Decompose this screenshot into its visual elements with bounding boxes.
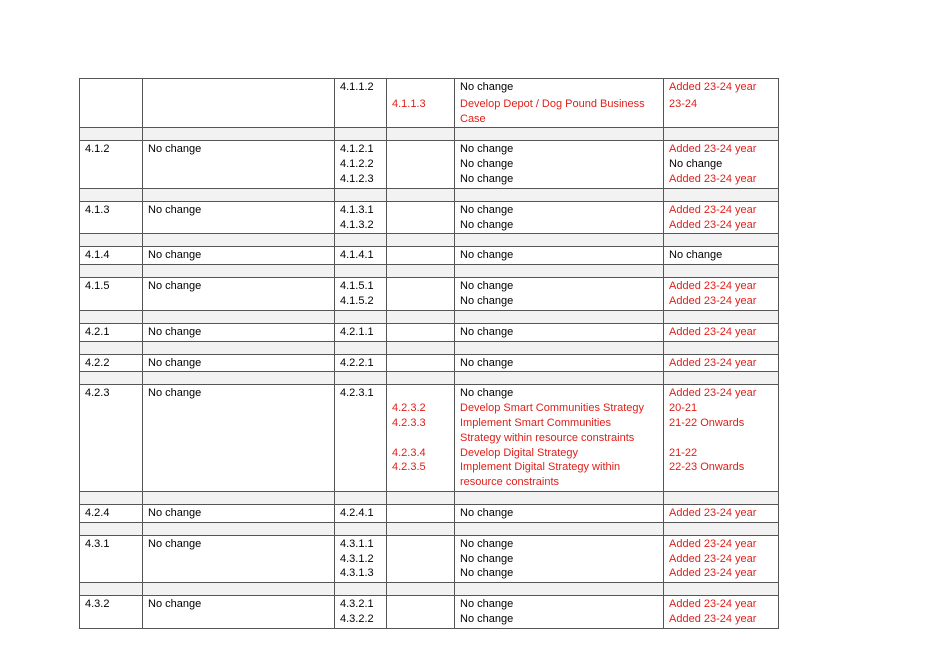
- action-status-line: 21-22: [669, 446, 698, 459]
- spacer-row: [80, 341, 779, 354]
- action-status-cell: [664, 96, 779, 128]
- table-row: [80, 96, 779, 128]
- action-status-line: Added 23-24 year: [669, 537, 757, 550]
- action-description-line: No change: [460, 506, 514, 519]
- action-description-line: Develop Depot / Dog Pound Business Case: [460, 97, 645, 125]
- spacer-cell: [80, 372, 143, 385]
- action-status-cell: [664, 141, 779, 188]
- action-code-line: 4.1.2.3: [340, 172, 374, 185]
- spacer-cell: [455, 128, 664, 141]
- strategy-change-text: No change: [148, 143, 202, 156]
- strategy-change-text: [148, 80, 329, 95]
- strategy-change-text: No change: [148, 325, 202, 338]
- strategy-change-text: No change: [148, 387, 202, 400]
- strategy-code-text: 4.1.2: [85, 143, 110, 156]
- spacer-cell: [455, 583, 664, 596]
- action-code-cell: [335, 323, 387, 341]
- action-code-line: 4.1.4.1: [340, 249, 374, 262]
- action-description-cell: [455, 354, 664, 372]
- action-status-cell: [664, 201, 779, 234]
- new-action-code-line: [392, 431, 449, 446]
- action-description-cell: [455, 79, 664, 96]
- spacer-cell: [455, 522, 664, 535]
- new-action-code-cell: [387, 596, 455, 629]
- table-row: [80, 354, 779, 372]
- strategy-change-text: [148, 97, 329, 112]
- action-code-line: [340, 97, 381, 112]
- new-action-code-line: [392, 537, 449, 552]
- new-action-code-cell: [387, 504, 455, 522]
- spacer-cell: [80, 265, 143, 278]
- action-code-line: 4.2.3.1: [340, 387, 374, 400]
- action-status-line: 22-23 Onwards: [669, 461, 745, 474]
- table-row: [80, 504, 779, 522]
- spacer-cell: [387, 491, 455, 504]
- table-row: [80, 385, 779, 492]
- action-status-line: Added 23-24 year: [669, 280, 757, 293]
- strategy-change-text: No change: [148, 598, 202, 611]
- action-code-cell: [335, 535, 387, 582]
- action-status-cell: [664, 535, 779, 582]
- strategy-code-text: 4.3.2: [85, 598, 110, 611]
- action-status-line: Added 23-24 year: [669, 387, 757, 400]
- new-action-code-line: [392, 325, 449, 340]
- action-code-line: 4.3.2.1: [340, 598, 374, 611]
- strategy-change-cell: [143, 323, 335, 341]
- strategy-change-cell: [143, 535, 335, 582]
- spacer-cell: [143, 188, 335, 201]
- new-action-code-line: 4.1.1.3: [392, 97, 426, 110]
- action-status-line: Added 23-24 year: [669, 612, 757, 625]
- spacer-cell: [664, 128, 779, 141]
- strategy-code-text: 4.2.3: [85, 387, 110, 400]
- action-description-cell: [455, 141, 664, 188]
- spacer-cell: [80, 341, 143, 354]
- strategy-code-cell: [80, 354, 143, 372]
- action-status-line: Added 23-24 year: [669, 506, 757, 519]
- new-action-code-cell: [387, 247, 455, 265]
- spacer-cell: [80, 234, 143, 247]
- strategy-change-text: No change: [148, 506, 202, 519]
- action-code-cell: [335, 278, 387, 311]
- action-description-line: No change: [460, 552, 514, 565]
- spacer-cell: [335, 188, 387, 201]
- new-action-code-cell: [387, 535, 455, 582]
- strategy-code-text: [85, 97, 137, 112]
- action-description-line: No change: [460, 387, 514, 400]
- new-action-code-line: [392, 80, 449, 95]
- strategy-change-cell: [143, 141, 335, 188]
- spacer-cell: [387, 265, 455, 278]
- strategy-change-cell: [143, 596, 335, 629]
- action-status-line: Added 23-24 year: [669, 218, 757, 231]
- spacer-cell: [80, 522, 143, 535]
- spacer-cell: [664, 234, 779, 247]
- strategy-code-cell: [80, 323, 143, 341]
- table-row: [80, 201, 779, 234]
- action-status-line: Added 23-24 year: [669, 143, 757, 156]
- spacer-cell: [80, 128, 143, 141]
- strategy-change-cell: [143, 278, 335, 311]
- action-status-line: Added 23-24 year: [669, 567, 757, 580]
- action-description-line: No change: [460, 537, 514, 550]
- new-action-code-line: [392, 279, 449, 294]
- spacer-cell: [387, 128, 455, 141]
- spacer-cell: [455, 372, 664, 385]
- action-code-cell: [335, 247, 387, 265]
- action-status-line: Added 23-24 year: [669, 172, 757, 185]
- spacer-cell: [80, 583, 143, 596]
- action-status-cell: [664, 354, 779, 372]
- strategy-change-text: No change: [148, 249, 202, 262]
- table-row: [80, 596, 779, 629]
- table-row: [80, 278, 779, 311]
- strategy-code-cell: [80, 535, 143, 582]
- strategy-code-cell: [80, 278, 143, 311]
- action-description-line: Implement Smart Communities: [460, 416, 611, 429]
- spacer-row: [80, 372, 779, 385]
- spacer-cell: [335, 265, 387, 278]
- action-description-line: No change: [460, 249, 514, 262]
- strategy-code-cell: [80, 596, 143, 629]
- spacer-cell: [455, 188, 664, 201]
- action-code-line: 4.1.2.2: [340, 158, 374, 171]
- spacer-cell: [335, 491, 387, 504]
- action-code-line: 4.1.3.1: [340, 203, 374, 216]
- action-status-line: Added 23-24 year: [669, 203, 757, 216]
- new-action-code-line: [392, 506, 449, 521]
- spacer-cell: [335, 583, 387, 596]
- spacer-cell: [143, 372, 335, 385]
- table-row: [80, 247, 779, 265]
- action-code-line: 4.3.2.2: [340, 612, 374, 625]
- spacer-cell: [664, 583, 779, 596]
- action-code-cell: [335, 141, 387, 188]
- new-action-code-cell: [387, 278, 455, 311]
- action-description-line: Implement Digital Strategy within: [460, 461, 621, 474]
- action-code-cell: [335, 96, 387, 128]
- action-code-cell: [335, 354, 387, 372]
- strategy-code-text: 4.1.4: [85, 249, 110, 262]
- action-status-line: No change: [669, 158, 723, 171]
- spacer-cell: [143, 491, 335, 504]
- spacer-cell: [387, 310, 455, 323]
- spacer-cell: [387, 234, 455, 247]
- strategy-code-text: 4.2.4: [85, 506, 110, 519]
- spacer-row: [80, 188, 779, 201]
- action-description-line: Develop Smart Communities Strategy: [460, 402, 645, 415]
- new-action-code-cell: [387, 385, 455, 492]
- spacer-cell: [335, 128, 387, 141]
- action-description-line: Develop Digital Strategy: [460, 446, 579, 459]
- action-code-line: 4.2.4.1: [340, 506, 374, 519]
- action-code-cell: [335, 201, 387, 234]
- action-description-line: No change: [460, 143, 514, 156]
- action-description-line: No change: [460, 280, 514, 293]
- table-row: [80, 79, 779, 96]
- spacer-cell: [664, 372, 779, 385]
- spacer-cell: [143, 583, 335, 596]
- strategy-code-cell: [80, 201, 143, 234]
- spacer-cell: [664, 522, 779, 535]
- action-description-cell: [455, 278, 664, 311]
- spacer-cell: [335, 372, 387, 385]
- action-status-line: [669, 431, 773, 446]
- spacer-cell: [455, 491, 664, 504]
- spacer-row: [80, 128, 779, 141]
- spacer-cell: [143, 310, 335, 323]
- spacer-row: [80, 491, 779, 504]
- spacer-cell: [664, 188, 779, 201]
- action-status-line: Added 23-24 year: [669, 356, 757, 369]
- spacer-cell: [455, 234, 664, 247]
- new-action-code-line: [392, 356, 449, 371]
- strategy-code-text: 4.3.1: [85, 537, 110, 550]
- action-status-cell: [664, 596, 779, 629]
- action-description-cell: [455, 323, 664, 341]
- action-code-line: 4.3.1.1: [340, 537, 374, 550]
- action-code-line: 4.3.1.2: [340, 552, 374, 565]
- strategy-code-cell: [80, 141, 143, 188]
- strategy-code-cell: [80, 247, 143, 265]
- strategy-change-cell: [143, 201, 335, 234]
- strategy-change-cell: [143, 247, 335, 265]
- strategy-change-text: No change: [148, 280, 202, 293]
- spacer-cell: [387, 341, 455, 354]
- strategy-change-text: No change: [148, 537, 202, 550]
- strategy-code-text: 4.1.3: [85, 203, 110, 216]
- action-status-line: Added 23-24 year: [669, 552, 757, 565]
- action-status-cell: [664, 79, 779, 96]
- new-action-code-cell: [387, 201, 455, 234]
- action-status-line: Added 23-24 year: [669, 325, 757, 338]
- spacer-cell: [387, 372, 455, 385]
- action-code-cell: [335, 596, 387, 629]
- strategy-change-cell: [143, 385, 335, 492]
- strategy-code-text: 4.2.1: [85, 325, 110, 338]
- spacer-cell: [80, 491, 143, 504]
- table-body: [80, 79, 779, 629]
- spacer-row: [80, 310, 779, 323]
- new-action-code-line: [392, 386, 449, 401]
- new-action-code-cell: [387, 354, 455, 372]
- spacer-cell: [335, 341, 387, 354]
- spacer-cell: [335, 234, 387, 247]
- new-action-code-line: [392, 597, 449, 612]
- new-action-code-line: 4.2.3.5: [392, 461, 426, 474]
- spacer-cell: [455, 310, 664, 323]
- spacer-cell: [143, 128, 335, 141]
- spacer-row: [80, 583, 779, 596]
- strategy-change-text: No change: [148, 356, 202, 369]
- action-description-cell: [455, 201, 664, 234]
- action-description-cell: [455, 96, 664, 128]
- action-plan-table: [79, 78, 779, 629]
- action-description-cell: [455, 504, 664, 522]
- spacer-cell: [664, 265, 779, 278]
- strategy-code-cell: [80, 385, 143, 492]
- spacer-cell: [143, 522, 335, 535]
- new-action-code-line: [392, 142, 449, 157]
- spacer-cell: [335, 310, 387, 323]
- spacer-cell: [664, 310, 779, 323]
- action-status-line: Added 23-24 year: [669, 81, 757, 93]
- new-action-code-line: 4.2.3.3: [392, 416, 426, 429]
- strategy-change-cell: [143, 96, 335, 128]
- new-action-code-line: [392, 248, 449, 263]
- strategy-code-text: [85, 80, 137, 95]
- action-status-cell: [664, 385, 779, 492]
- strategy-change-cell: [143, 504, 335, 522]
- action-status-line: 21-22 Onwards: [669, 416, 745, 429]
- spacer-cell: [80, 310, 143, 323]
- action-description-line: No change: [460, 218, 514, 231]
- action-code-line: 4.2.1.1: [340, 325, 374, 338]
- table-row: [80, 141, 779, 188]
- table-row: [80, 323, 779, 341]
- spacer-row: [80, 265, 779, 278]
- spacer-cell: [664, 341, 779, 354]
- action-description-line: No change: [460, 598, 514, 611]
- action-code-line: 4.1.3.2: [340, 218, 374, 231]
- action-code-cell: [335, 504, 387, 522]
- new-action-code-line: [392, 203, 449, 218]
- strategy-change-cell: [143, 79, 335, 96]
- action-code-cell: [335, 385, 387, 492]
- action-status-line: 20-21: [669, 402, 698, 415]
- spacer-cell: [387, 583, 455, 596]
- spacer-cell: [387, 522, 455, 535]
- action-code-line: 4.1.5.1: [340, 280, 374, 293]
- action-description-line: No change: [460, 567, 514, 580]
- action-description-line: resource constraints: [460, 476, 560, 489]
- action-description-cell: [455, 247, 664, 265]
- action-code-line: 4.1.1.2: [340, 81, 374, 93]
- action-code-line: 4.3.1.3: [340, 567, 374, 580]
- action-description-line: No change: [460, 158, 514, 171]
- table-row: [80, 535, 779, 582]
- action-status-line: Added 23-24 year: [669, 598, 757, 611]
- action-description-line: No change: [460, 356, 514, 369]
- action-description-line: No change: [460, 172, 514, 185]
- action-status-line: 23-24: [669, 97, 698, 110]
- new-action-code-line: 4.2.3.2: [392, 402, 426, 415]
- strategy-code-cell: [80, 79, 143, 96]
- spacer-cell: [143, 234, 335, 247]
- action-description-cell: [455, 385, 664, 492]
- strategy-code-cell: [80, 96, 143, 128]
- strategy-change-cell: [143, 354, 335, 372]
- action-description-line: Strategy within resource constraints: [460, 431, 635, 444]
- spacer-cell: [335, 522, 387, 535]
- spacer-cell: [80, 188, 143, 201]
- new-action-code-cell: [387, 323, 455, 341]
- spacer-cell: [664, 491, 779, 504]
- spacer-cell: [143, 341, 335, 354]
- action-status-cell: [664, 278, 779, 311]
- action-status-cell: [664, 247, 779, 265]
- action-status-line: Added 23-24 year: [669, 294, 757, 307]
- action-status-cell: [664, 504, 779, 522]
- spacer-cell: [455, 341, 664, 354]
- action-description-line: No change: [460, 612, 514, 625]
- action-description-line: No change: [460, 203, 514, 216]
- strategy-code-cell: [80, 504, 143, 522]
- action-description-line: No change: [460, 81, 514, 93]
- new-action-code-cell: [387, 141, 455, 188]
- action-description-cell: [455, 596, 664, 629]
- new-action-code-cell: [387, 79, 455, 96]
- action-code-cell: [335, 79, 387, 96]
- strategy-change-text: No change: [148, 203, 202, 216]
- action-code-line: 4.1.5.2: [340, 294, 374, 307]
- action-description-cell: [455, 535, 664, 582]
- spacer-cell: [143, 265, 335, 278]
- action-status-line: No change: [669, 249, 723, 262]
- action-code-line: 4.1.2.1: [340, 143, 374, 156]
- new-action-code-cell: [387, 96, 455, 128]
- action-status-cell: [664, 323, 779, 341]
- action-description-line: No change: [460, 294, 514, 307]
- action-description-line: No change: [460, 325, 514, 338]
- spacer-row: [80, 234, 779, 247]
- strategy-code-text: 4.1.5: [85, 280, 110, 293]
- spacer-row: [80, 522, 779, 535]
- spacer-cell: [387, 188, 455, 201]
- new-action-code-line: 4.2.3.4: [392, 446, 426, 459]
- action-code-line: 4.2.2.1: [340, 356, 374, 369]
- strategy-code-text: 4.2.2: [85, 356, 110, 369]
- spacer-cell: [455, 265, 664, 278]
